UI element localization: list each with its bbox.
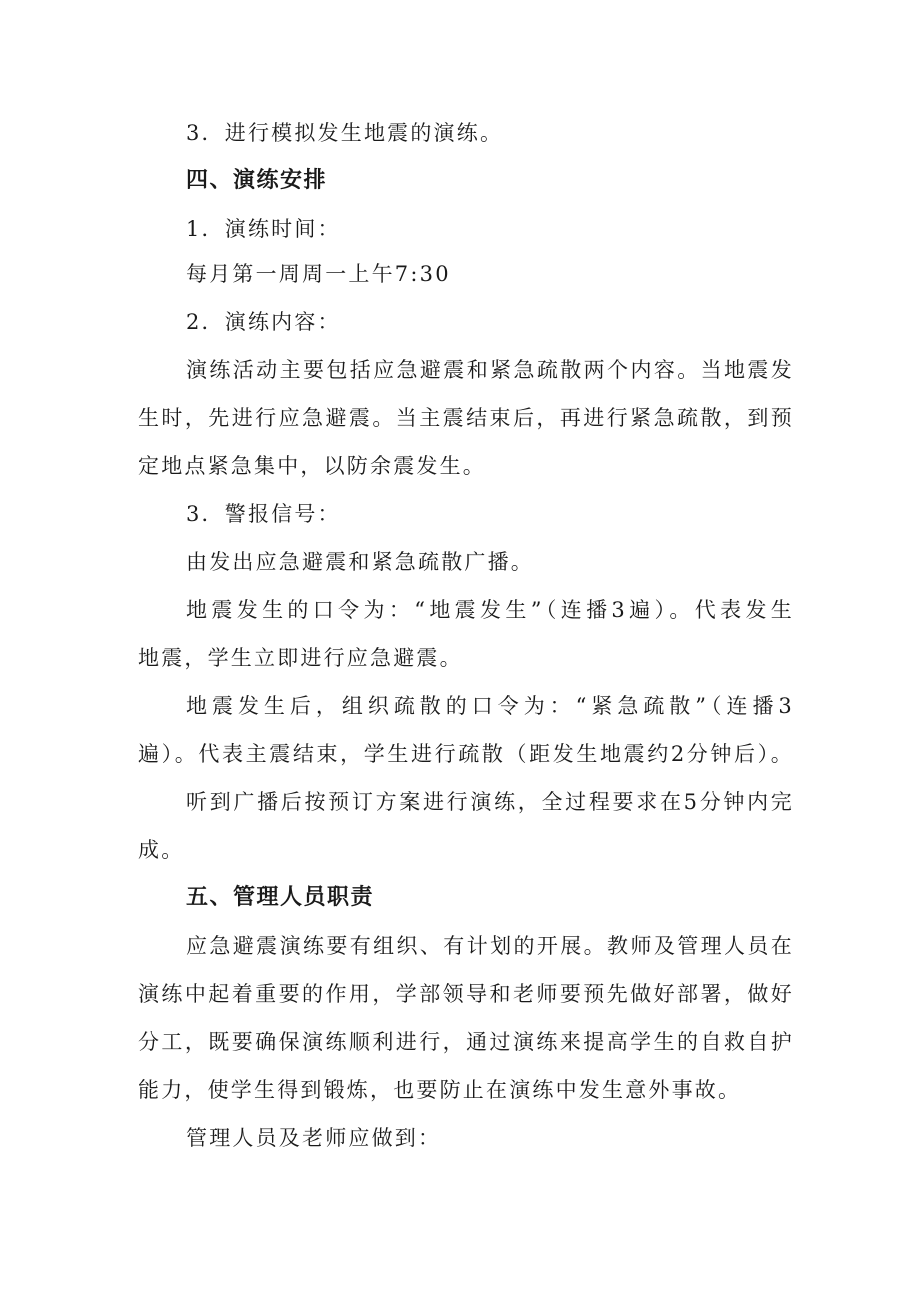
- paragraph-line: 听到广播后按预订方案进行演练，全过程要求在5分钟内完: [186, 790, 794, 814]
- subheading-drill-content: 2．演练内容：: [186, 310, 341, 334]
- paragraph-line: 管理人员及老师应做到：: [186, 1126, 442, 1150]
- paragraph-line: 地震，学生立即进行应急避震。: [138, 646, 463, 670]
- subheading-alarm-signal: 3．警报信号：: [186, 502, 341, 526]
- paragraph-line: 定地点紧急集中，以防余震发生。: [138, 454, 486, 478]
- subheading-drill-time: 1．演练时间：: [186, 217, 341, 241]
- paragraph-line: 应急避震演练要有组织、有计划的开展。教师及管理人员在: [186, 934, 794, 958]
- paragraph-line: 生时，先进行应急避震。当主震结束后，再进行紧急疏散，到预: [138, 406, 794, 430]
- section-heading-manager-duties: 五、管理人员职责: [186, 885, 375, 910]
- paragraph-line: 分工，既要确保演练顺利进行，通过演练来提高学生的自救自护: [138, 1030, 794, 1054]
- paragraph-line: 地震发生后，组织疏散的口令为：“紧急疏散”（连播3: [186, 694, 794, 718]
- paragraph-line: 遍）。代表主震结束，学生进行疏散（距发生地震约2分钟后）。: [138, 742, 794, 766]
- paragraph-line: 成。: [138, 838, 185, 862]
- section-heading-drill-arrangement: 四、演练安排: [186, 168, 328, 193]
- paragraph-line: 地震发生的口令为：“地震发生”（连播3遍）。代表发生: [186, 598, 794, 622]
- paragraph-line: 演练活动主要包括应急避震和紧急疏散两个内容。当地震发: [186, 358, 794, 382]
- paragraph-line: 能力，使学生得到锻炼，也要防止在演练中发生意外事故。: [138, 1078, 742, 1102]
- list-item-simulate-drill: 3．进行模拟发生地震的演练。: [186, 121, 504, 145]
- paragraph-drill-time: 每月第一周周一上午7:30: [186, 262, 451, 286]
- paragraph-line: 由发出应急避震和紧急疏散广播。: [186, 550, 534, 574]
- paragraph-line: 演练中起着重要的作用，学部领导和老师要预先做好部署，做好: [138, 982, 794, 1006]
